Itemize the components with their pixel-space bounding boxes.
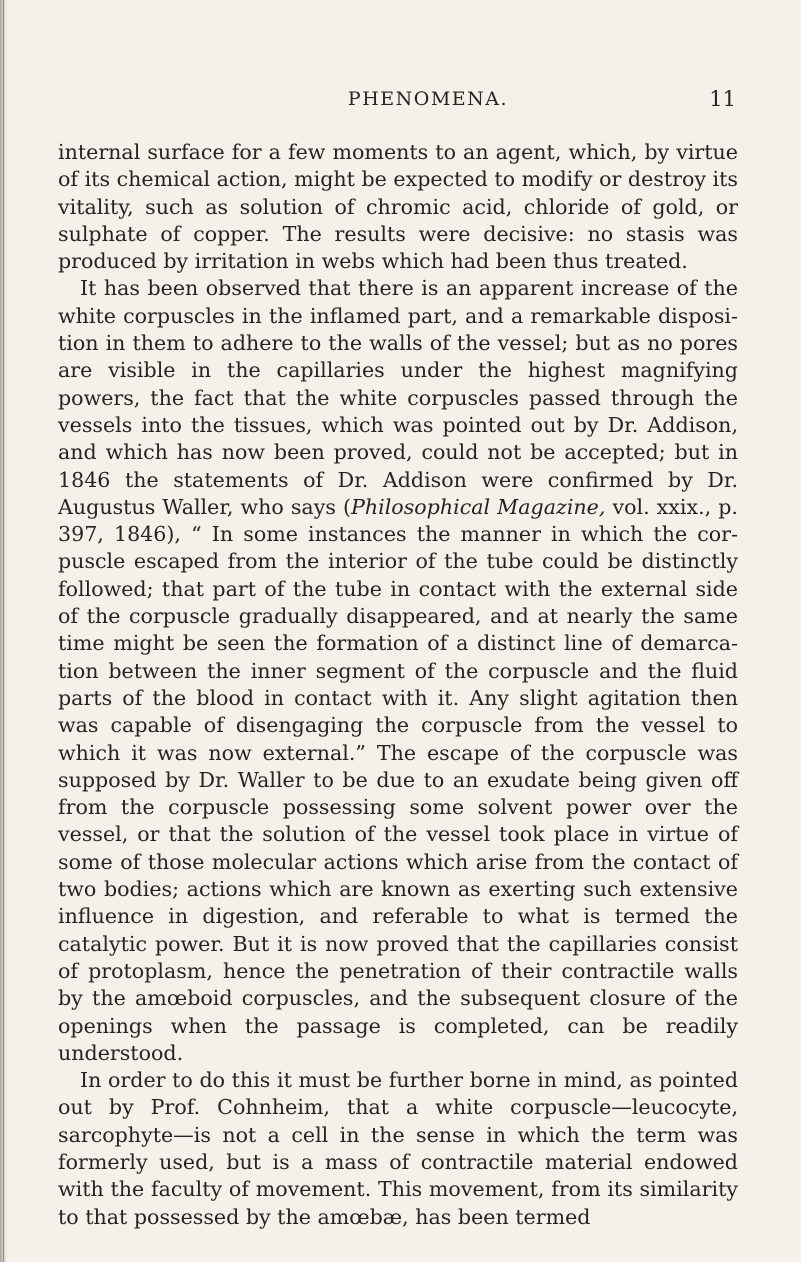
page-binding-line [3,0,4,1262]
paragraph-2-text-after: vol. xxix., p. 397, 1846), “ In some instances the manner in which the corpuscle escaped from the interior of the tube could be distinctly followed; that part of the tube in contact with the external side of the corpuscle gradually disappeared, and at nearly the same time might be seen the formation of a distinct line of demarcation between the inner segment of the corpuscle and the fluid parts of the blood in contact with it. Any slight agitation then was capable of disengaging the corpuscle from the vessel to which it was now external.” The escape of the corpuscle was supposed by Dr. Waller to be due to an exudate being given off from the corpuscle possessing some solvent power over the vessel, or that the solution of the vessel took place in virtue of some of those molecular actions which arise from the contact of two bodies; actions which are known as exerting such extensive influence in digestion, and referable to what is termed the catalytic power. But it is now proved that the capillaries consist of protoplasm, hence the penetration of their contractile walls by the amœboid corpuscles, and the subsequent closure of the openings when the passage is completed, can be readily understood. [58,494,738,1065]
paragraph-2 [58,275,738,1067]
paragraph-2-text-before: It has been observed that there is an apparent increase of the white corpuscles in the inflamed part, and a remarkable disposition in them to adhere to the walls of the vessel; but as no pores are visible in the capillaries under the highest magnifying powers, the fact that the white corpuscles passed through the vessels into the tissues, which was pointed out by Dr. Addison, and which has now been proved, could not be accepted; but in 1846 the statements of Dr. Addison were confirmed by Dr. Augustus Waller, who says ( [58,276,738,519]
body-text [58,139,738,1231]
page-number: 11 [709,87,736,111]
paragraph-1: internal surface for a few moments to an agent, which, by virtue of its chemical action, might be expected to modify or destroy its vitality, such as solution of chromic acid, chloride of gold, or sulphate of copper. The results were decisive: no stasis was produced by irritation in webs which had been thus treated. [58,140,738,274]
running-head: PHENOMENA. [347,88,509,110]
page-header [60,86,736,116]
paragraph-3: In order to do this it must be further borne in mind, as pointed out by Prof. Cohnheim, that a white corpuscle—leucocyte, sarcophyte—is not a cell in the sense in which the term was formerly used, but is a mass of contractile material endowed with the faculty of movement. This movement, from its similarity to that possessed by the amœbæ, has been termed [58,1068,738,1229]
journal-title: Philosophical Magazine, [351,494,606,519]
